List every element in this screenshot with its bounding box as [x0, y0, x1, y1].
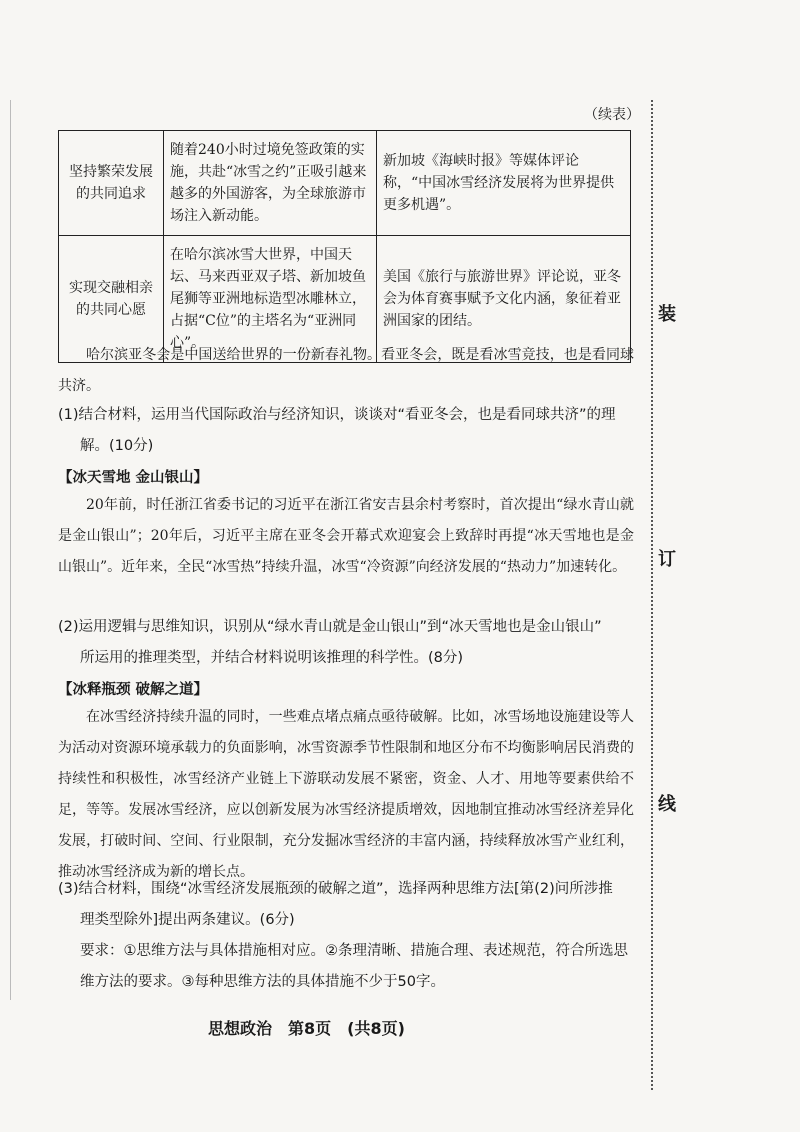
question-text: (3)结合材料，围绕“冰雪经济发展瓶颈的破解之道”，选择两种思维方法[第(2)问所涉推 — [58, 881, 613, 897]
requirement-text: 要求：①思维方法与具体措施相对应。②条理清晰、措施合理、表述规范，符合所选思 — [80, 943, 628, 959]
page-footer: 思想政治 第8页 (共8页) — [208, 1019, 405, 1038]
binding-char-zhuang: 装 — [658, 304, 676, 325]
table-cell: 随着240小时过境免签政策的实施，共赴“冰雪之约”正吸引越来越多的外国游客，为全球旅游市场注入新动能。 — [164, 131, 377, 236]
question-text: 理类型除外]提出两条建议。(6分) — [80, 912, 295, 928]
table-cell: 新加坡《海峡时报》等媒体评论称，“中国冰雪经济发展将为世界提供更多机遇”。 — [377, 131, 631, 236]
table-cell: 美国《旅行与旅游世界》评论说，亚冬会为体育赛事赋予文化内涵，象征着亚洲国家的团结。 — [377, 236, 631, 363]
binding-dotted-line — [651, 100, 653, 1090]
table-cell: 实现交融相亲的共同心愿 — [59, 236, 164, 363]
question-3 — [58, 874, 634, 936]
requirement-text: 维方法的要求。③每种思维方法的具体措施不少于50字。 — [80, 974, 445, 990]
table-cell: 在哈尔滨冰雪大世界，中国天坛、马来西亚双子塔、新加坡鱼尾狮等亚洲地标造型冰雕林立，占据“C位”的主塔名为“亚洲同心”。 — [164, 236, 377, 363]
question-text: 解。(10分) — [80, 438, 154, 454]
binding-char-xian: 线 — [658, 794, 676, 815]
binding-char-ding: 订 — [658, 549, 676, 570]
material-paragraph: 在冰雪经济持续升温的同时，一些难点堵点痛点亟待破解。比如，冰雪场地设施建设等人为活动对资源环境承载力的负面影响，冰雪资源季节性限制和地区分布不均衡影响居民消费的持续性和积极性，冰雪经济产业链上下游联动发展不紧密，资金、人才、用地等要素供给不足，等等。发展冰雪经济，应以创新发展为冰雪经济提质增效，因地制宜推动冰雪经济差异化发展，打破时间、空间、行业限制，充分发掘冰雪经济的丰富内涵，持续释放冰雪产业红利，推动冰雪经济成为新的增长点。 — [58, 709, 634, 880]
question-2 — [58, 612, 634, 674]
table-cell: 坚持繁荣发展的共同追求 — [59, 131, 164, 236]
section-heading: 【冰天雪地 金山银山】 — [58, 470, 209, 486]
question-text: (2)运用逻辑与思维知识，识别从“绿水青山就是金山银山”到“冰天雪地也是金山银山” — [58, 619, 602, 635]
requirements — [58, 936, 634, 998]
material-paragraph: 哈尔滨亚冬会是中国送给世界的一份新春礼物。看亚冬会，既是看冰雪竞技，也是看同球共济。 — [58, 347, 634, 394]
material-paragraph: 20年前，时任浙江省委书记的习近平在浙江省安吉县余村考察时，首次提出“绿水青山就是金山银山”；20年后，习近平主席在亚冬会开幕式欢迎宴会上致辞时再提“冰天雪地也是金山银山”。近年来，全民“冰雪热”持续升温，冰雪“冷资源”向经济发展的“热动力”加速转化。 — [58, 497, 634, 575]
continued-label: （续表） — [584, 107, 640, 123]
question-text: 所运用的推理类型，并结合材料说明该推理的科学性。(8分) — [80, 650, 464, 666]
left-margin-rule — [10, 100, 11, 1000]
question-text: (1)结合材料，运用当代国际政治与经济知识，谈谈对“看亚冬会，也是看同球共济”的理 — [58, 407, 616, 423]
material-table — [58, 130, 631, 363]
section-heading: 【冰释瓶颈 破解之道】 — [58, 682, 209, 698]
table-row — [59, 131, 631, 236]
question-1 — [58, 400, 634, 462]
